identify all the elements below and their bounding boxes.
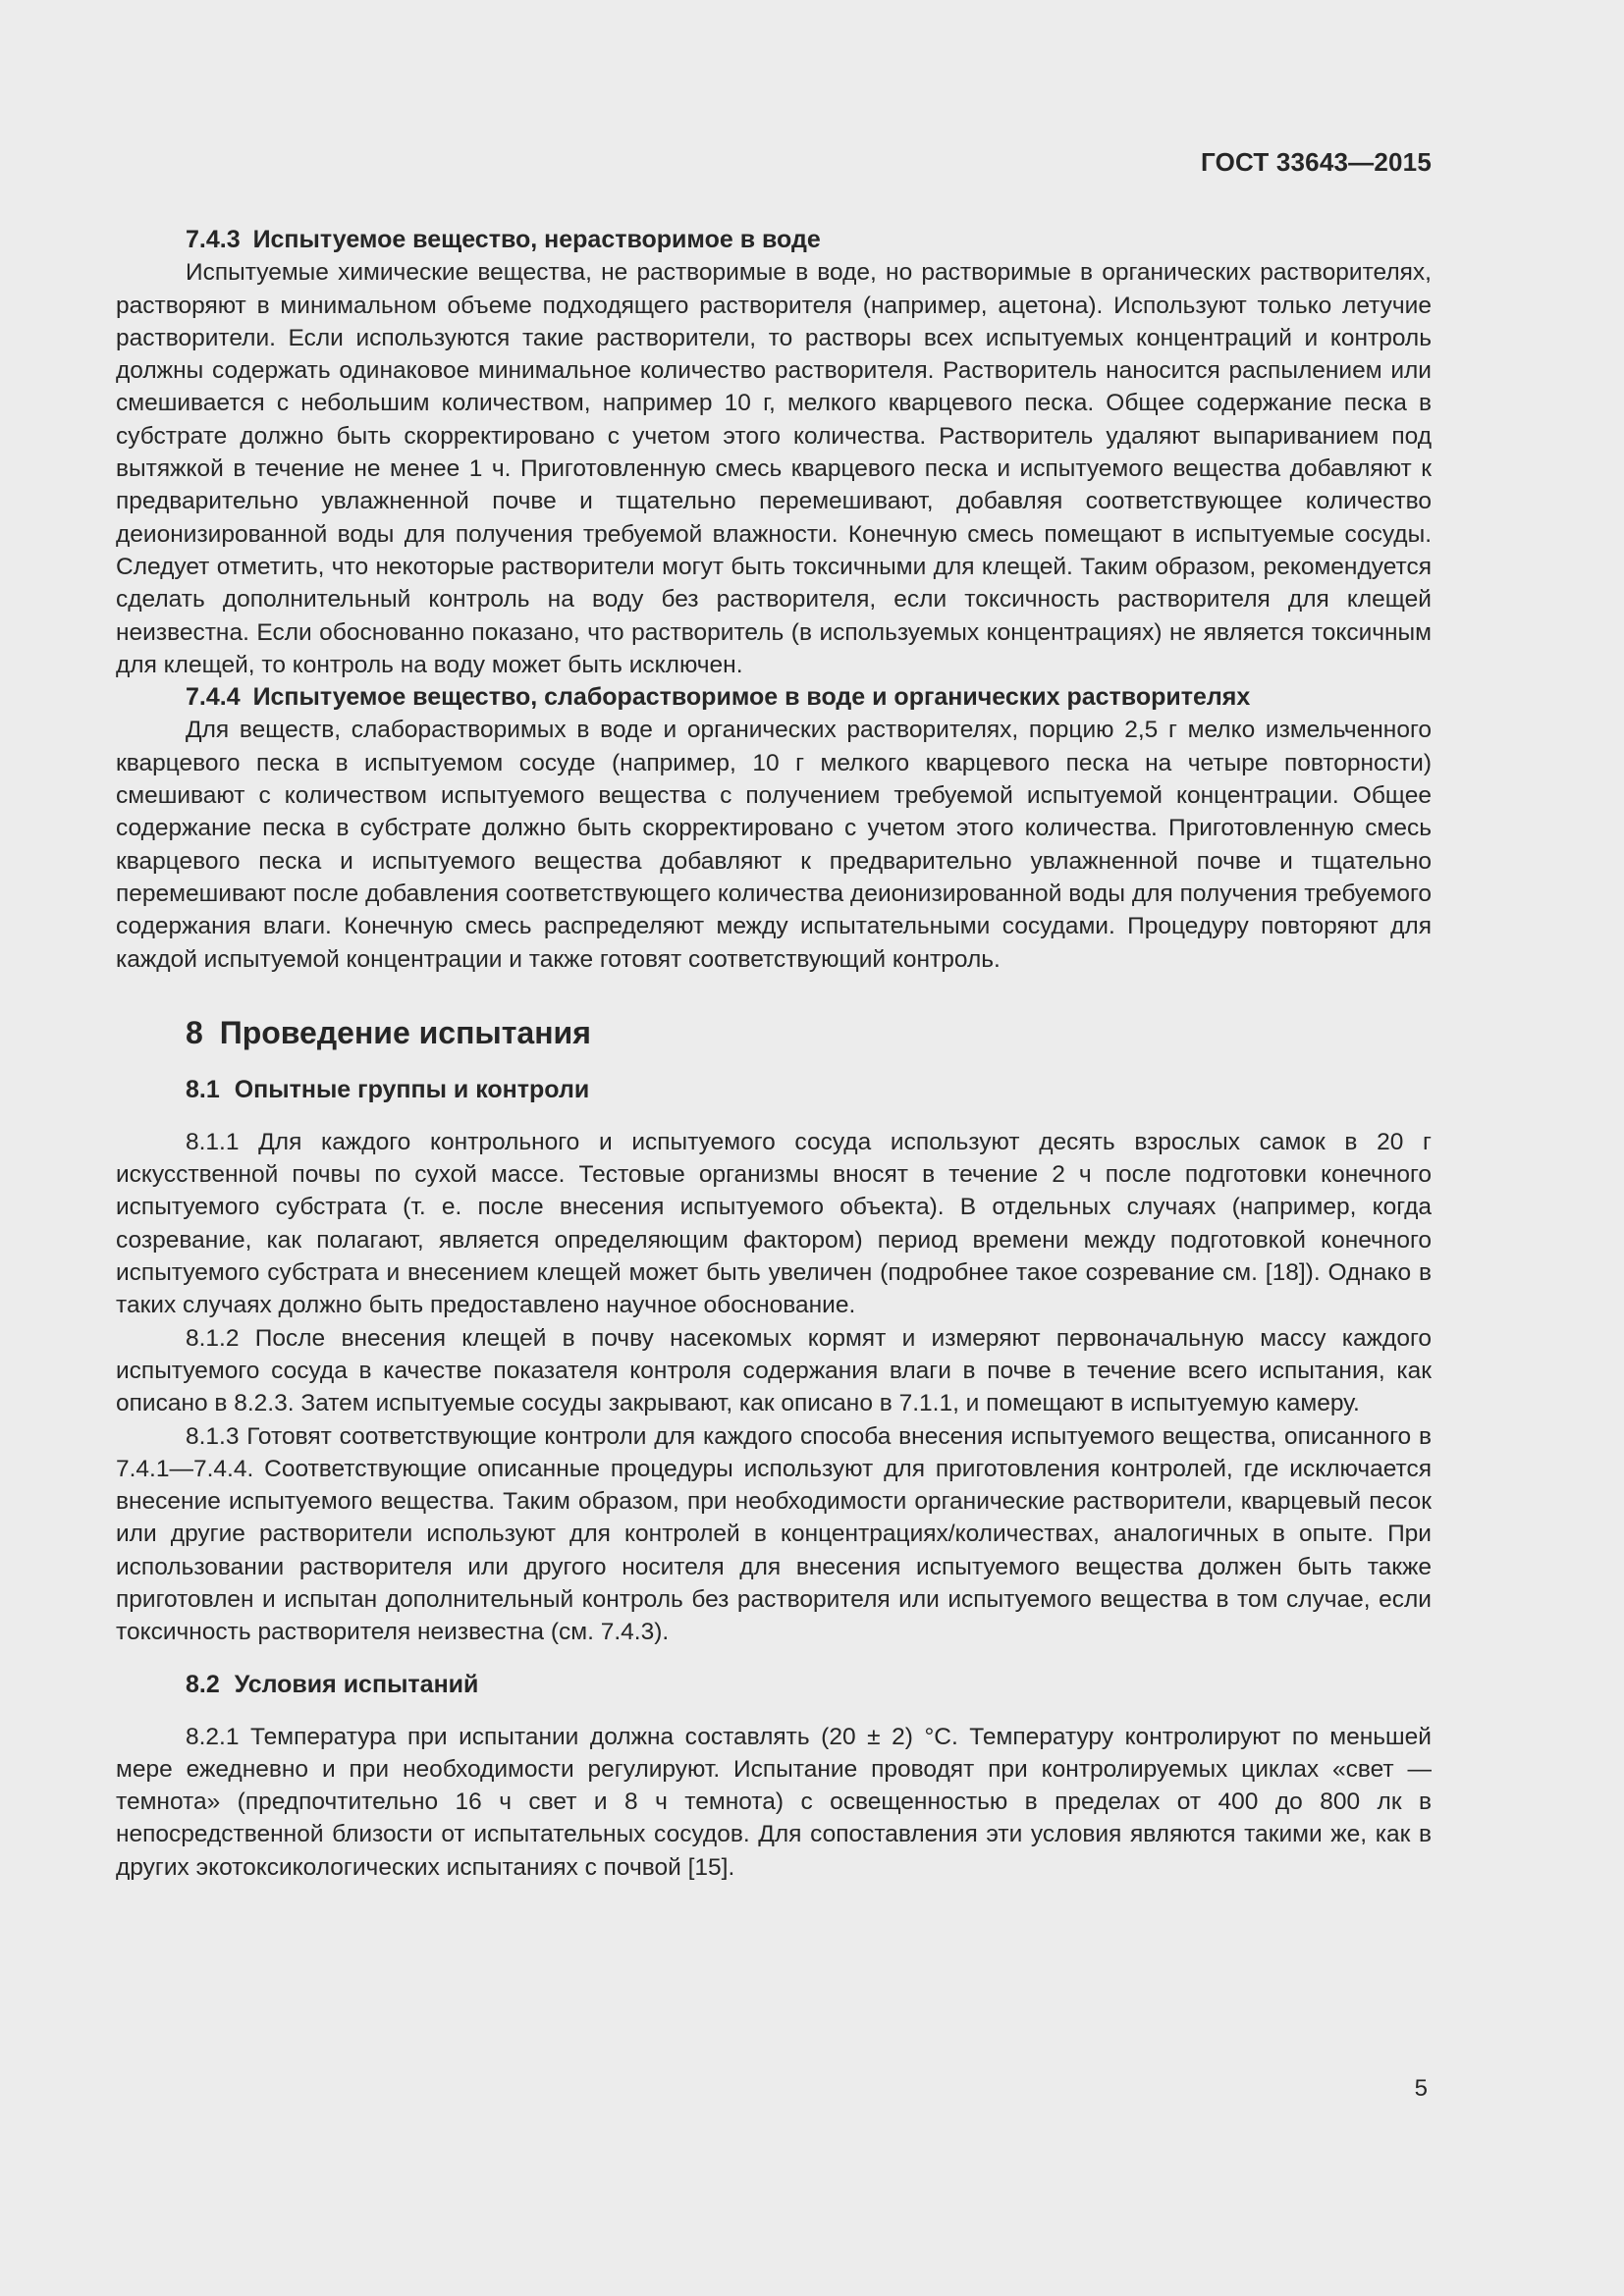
section-7-4-3-heading: [116, 224, 1432, 256]
page-number: 5: [1414, 2075, 1428, 2102]
section-title: Условия испытаний: [234, 1670, 479, 1698]
document-id: ГОСТ 33643—2015: [1201, 147, 1432, 177]
section-title: Испытуемое вещество, нерастворимое в воде: [252, 226, 821, 253]
section-title: Опытные группы и контроли: [234, 1075, 590, 1103]
section-number: 8: [186, 1014, 203, 1050]
section-7-4-4-heading: [116, 681, 1432, 714]
spacer: [116, 1649, 1432, 1669]
paragraph-8-1-1: 8.1.1 Для каждого контрольного и испытуемого сосуда используют десять взрослых самок в 20 г искусственной почвы по сухой массе. Тестовые организмы вносят в течение 2 ч после подготовки конечного испытуемого субстрата (т. е. после внесения испытуемого объекта). В отдельных случаях (например, когда созревание, как полагают, является определяющим фактором) период времени между подготовкой конечного испытуемого субстрата и внесением клещей может быть увеличен (подробнее такое созревание см. [18]). Однако в таких случаях должно быть предоставлено научное обоснование.: [116, 1128, 1432, 1319]
section-7-4-3-text: Испытуемые химические вещества, не растворимые в воде, но растворимые в органических растворителях, растворяют в минимальном объеме подходящего растворителя (например, ацетона). Используют только летучие растворители. Если используются такие растворители, то растворы всех испытуемых концентраций и контроль должны содержать одинаковое минимальное количество растворителя. Растворитель наносится распылением или смешивается с небольшим количеством, например 10 г, мелкого кварцевого песка. Общее содержание песка в субстрате должно быть скорректировано с учетом этого количества. Растворитель удаляют выпариванием под вытяжкой в течение не менее 1 ч. Приготовленную смесь кварцевого песка и испытуемого вещества добавляют к предварительно увлажненной почве и тщательно перемешивают, добавляя соответствующее количество деионизированной воды для получения требуемой влажности. Конечную смесь помещают в испытуемые сосуды. Следует отметить, что некоторые растворители могут быть токсичными для клещей. Таким образом, рекомендуется сделать дополнительный контроль на воду без растворителя, если токсичность растворителя для клещей неизвестна. Если обоснованно показано, что растворитель (в используемых концентрациях) не является токсичным для клещей, то контроль на воду может быть исключен.: [116, 259, 1432, 678]
section-8-heading: [116, 1013, 1432, 1052]
section-number: 7.4.3: [186, 226, 241, 253]
section-title: Испытуемое вещество, слаборастворимое в воде и органических растворителях: [252, 683, 1251, 712]
paragraph-8-1-3: 8.1.3 Готовят соответствующие контроли для каждого способа внесения испытуемого вещества, описанного в 7.4.1—7.4.4. Соответствующие описанные процедуры используют для приготовления контролей, где исключается внесение испытуемого вещества. Таким образом, при необходимости органические растворители, кварцевый песок или другие растворители используют для контролей в концентрациях/количествах, аналогичных в опыте. При использовании растворителя или другого носителя для внесения испытуемого вещества должен быть также приготовлен и испытан дополнительный контроль без растворителя или испытуемого вещества в том случае, если токсичность растворителя неизвестна (см. 7.4.3).: [116, 1422, 1432, 1646]
section-number: 8.2: [186, 1670, 220, 1698]
page-body: [116, 224, 1432, 1884]
section-7-4-4-text: Для веществ, слаборастворимых в воде и органических растворителях, порцию 2,5 г мелко измельченного кварцевого песка в испытуемом сосуде (например, 10 г мелкого кварцевого песка на четыре повторности) смешивают с количеством испытуемого вещества с получением требуемой испытуемой концентрации. Общее содержание песка в субстрате должно быть скорректировано с учетом этого количества. Приготовленную смесь кварцевого песка и испытуемого вещества добавляют к предварительно увлажненной почве и тщательно перемешивают после добавления соответствующего количества деионизированной воды для получения требуемого содержания влаги. Конечную смесь распределяют между испытательными сосудами. Процедуру повторяют для каждой испытуемой концентрации и также готовят соответствующий контроль.: [116, 717, 1432, 973]
section-number: 7.4.4: [186, 683, 241, 712]
paragraph-8-2-1: 8.2.1 Температура при испытании должна составлять (20 ± 2) °С. Температуру контролируют по меньшей мере ежедневно и при необходимости регулируют. Испытание проводят при контролируемых циклах «свет — темнота» (предпочтительно 16 ч свет и 8 ч темнота) с освещенностью в пределах от 400 до 800 лк в непосредственной близости от испытательных сосудов. Для сопоставления эти условия являются такими же, как в других экотоксикологических испытаниях с почвой [15].: [116, 1723, 1432, 1881]
section-number: 8.1: [186, 1075, 220, 1103]
paragraph-8-1-2: 8.1.2 После внесения клещей в почву насекомых кормят и измеряют первоначальную массу каждого испытуемого сосуда в качестве показателя контроля содержания влаги в почве в течение всего испытания, как описано в 8.2.3. Затем испытуемые сосуды закрывают, как описано в 7.1.1, и помещают в испытуемую камеру.: [116, 1324, 1432, 1417]
section-title: Проведение испытания: [219, 1014, 591, 1050]
section-8-2-heading: [116, 1669, 1432, 1701]
section-8-1-heading: [116, 1074, 1432, 1106]
